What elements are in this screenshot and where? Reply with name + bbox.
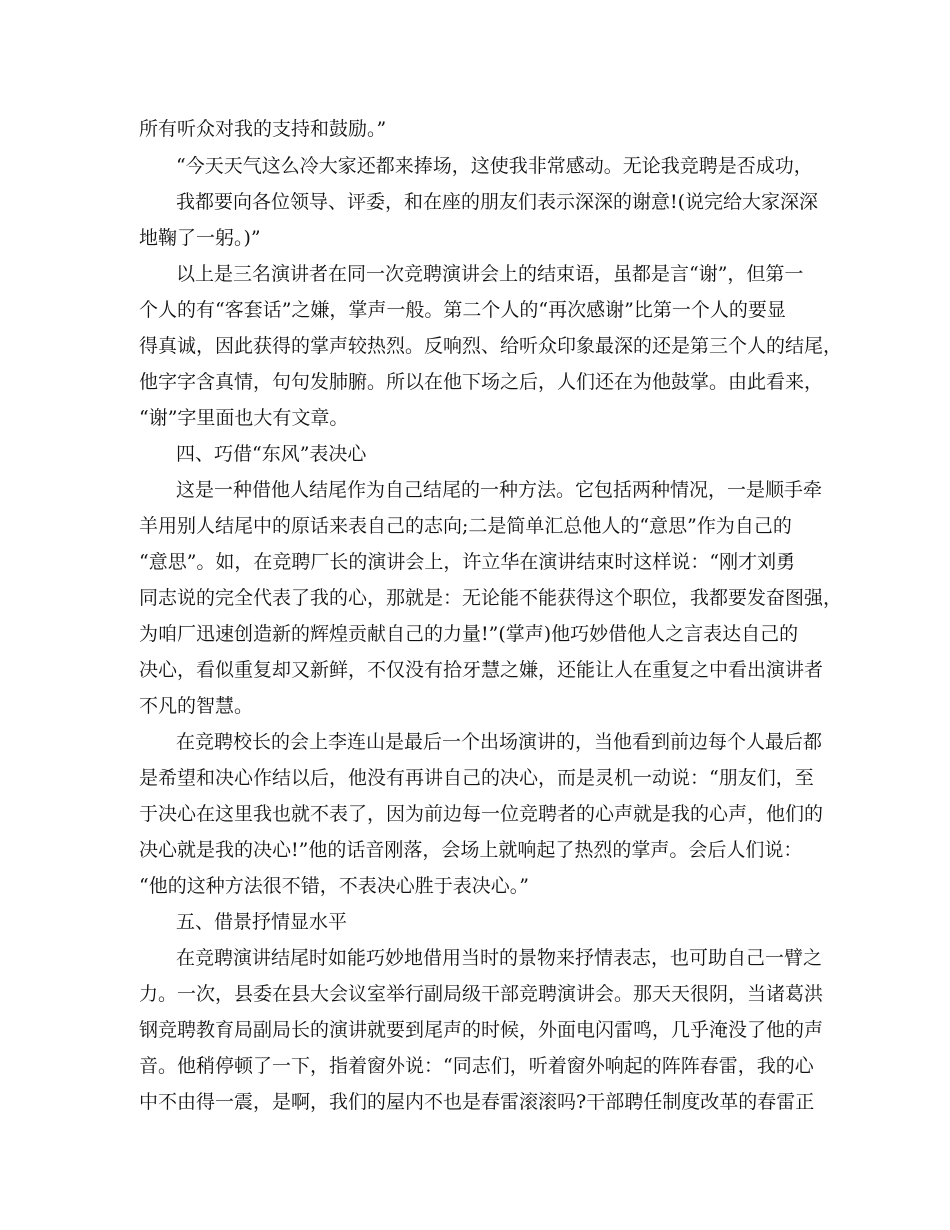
- text-line-16: 决心，看似重复却又新鲜，不仅没有拾牙慧之嫌，还能让人在重复之中看出演讲者: [139, 659, 824, 681]
- section-heading-5: 五、借景抒情显水平: [176, 911, 348, 933]
- text-line-25: 力。一次，县委在县大会议室举行副局级干部竞聘演讲会。那天天很阴，当诸葛洪: [139, 983, 824, 1005]
- text-line-17: 不凡的智慧。: [139, 695, 254, 717]
- text-line-19: 是希望和决心作结以后，他没有再讲自己的决心，而是灵机一动说：“朋友们，至: [139, 767, 814, 789]
- text-line-28: 中不由得一震，是啊，我们的屋内不也是春雷滚滚吗?干部聘任制度改革的春雷正: [139, 1091, 815, 1113]
- text-line-7: 得真诚，因此获得的掌声较热烈。反响烈、给听众印象最深的还是第三个人的结尾，: [139, 335, 843, 357]
- text-line-26: 钢竞聘教育局副局长的演讲就要到尾声的时候，外面电闪雷鸣，几乎淹没了他的声: [139, 1019, 824, 1041]
- text-line-13: “意思”。如，在竞聘厂长的演讲会上，许立华在演讲结束时这样说：“刚才刘勇: [139, 551, 796, 573]
- text-line-18: 在竞聘校长的会上李连山是最后一个出场演讲的，当他看到前边每个人最后都: [176, 731, 823, 753]
- text-line-14: 同志说的完全代表了我的心，那就是：无论能不能获得这个职位，我都要发奋图强，: [139, 587, 843, 609]
- text-line-12: 羊用别人结尾中的原话来表自己的志向;二是简单汇总他人的“意思”作为自己的: [139, 515, 792, 537]
- text-line-15: 为咱厂迅速创造新的辉煌贡献自己的力量!”(掌声)他巧妙借他人之言表达自己的: [139, 623, 799, 645]
- text-line-4: 地鞠了一躬。)”: [139, 227, 261, 249]
- text-line-5: 以上是三名演讲者在同一次竞聘演讲会上的结束语，虽都是言“谢”，但第一: [176, 263, 804, 285]
- text-line-3: 我都要向各位领导、评委，和在座的朋友们表示深深的谢意!(说完给大家深深: [176, 191, 819, 213]
- text-line-21: 决心就是我的决心!”他的话音刚落，会场上就响起了热烈的掌声。会后人们说：: [139, 839, 803, 861]
- text-line-11: 这是一种借他人结尾作为自己结尾的一种方法。它包括两种情况，一是顺手牵: [176, 479, 823, 501]
- text-line-22: “他的这种方法很不错，不表决心胜于表决心。”: [139, 875, 529, 897]
- text-line-1: 所有听众对我的支持和鼓励。”: [139, 118, 387, 140]
- text-line-2: “今天天气这么冷大家还都来捧场，这使我非常感动。无论我竞聘是否成功，: [176, 155, 813, 177]
- text-line-6: 个人的有“客套话”之嫌，掌声一般。第二个人的“再次感谢”比第一个人的要显: [139, 299, 786, 321]
- text-line-24: 在竞聘演讲结尾时如能巧妙地借用当时的景物来抒情表志，也可助自己一臂之: [176, 947, 823, 969]
- text-line-8: 他字字含真情，句句发肺腑。所以在他下场之后，人们还在为他鼓掌。由此看来，: [139, 371, 824, 393]
- text-line-27: 音。他稍停顿了一下，指着窗外说：“同志们，听着窗外响起的阵阵春雷，我的心: [139, 1055, 814, 1077]
- text-line-9: “谢”字里面也大有文章。: [139, 407, 349, 429]
- text-line-20: 于决心在这里我也就不表了，因为前边每一位竞聘者的心声就是我的心声，他们的: [139, 803, 824, 825]
- section-heading-4: 四、巧借“东风”表决心: [176, 443, 367, 465]
